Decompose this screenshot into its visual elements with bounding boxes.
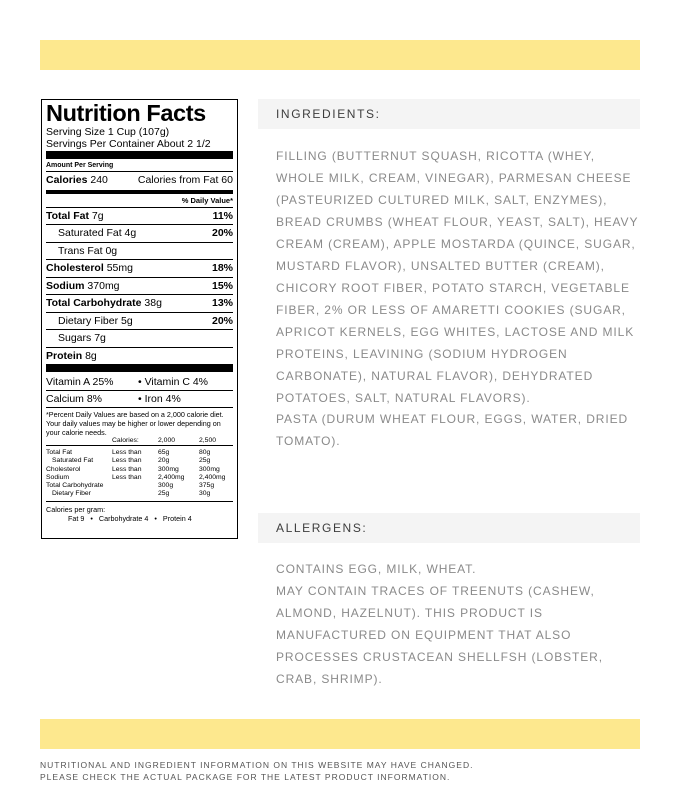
nutrient-row-cholesterol	[46, 259, 233, 277]
table-cell: Less than	[112, 473, 142, 481]
table-cell	[112, 490, 158, 498]
nutrient-row-total-carbohydrate	[46, 294, 233, 312]
table-cell: 300mg	[199, 465, 220, 473]
calories-label: Calories	[46, 174, 88, 186]
calcium: Calcium 8%	[46, 393, 103, 405]
nutrient-label: Dietary Fiber	[58, 314, 119, 327]
table-cell: Total Fat	[46, 449, 73, 457]
nutrient-label: Trans Fat	[58, 244, 103, 257]
mid-divider	[46, 190, 233, 194]
table-cell: Cholesterol	[46, 465, 81, 473]
nutrient-pct: 13%	[211, 297, 233, 309]
nutrient-pct: 15%	[211, 279, 233, 292]
nutrient-amount: 5g	[121, 314, 133, 327]
nutrient-amount: 4g	[124, 227, 137, 239]
table-cell: Less than	[112, 457, 142, 465]
table-cell: 375g	[199, 482, 215, 490]
ingredients-filling: FILLING (BUTTERNUT SQUASH, RICOTTA (WHEY, WHOLE MILK, CREAM, VINEGAR), PARMESAN CHEESE (PASTEURIZED CULTURED MILK, SALT, ENZYMES), BREAD CRUMBS (WHEAT FLOUR, YEAST, SALT), HEAVY CREAM (CREAM), APPLE MOSTARDA (QUINCE, SUGAR, MUSTARD FLAVOR), UNSALTED BUTTER (CREAM), CHICORY ROOT FIBER, POTATO STARCH, VEGETABLE FIBER, 2% OR LESS OF AMARETTI COOKIES (SUGAR, APRICOT KERNELS, EGG WHITES, LACTOSE AND MILK PROTEINS, LEAVINING (SODIUM HYDROGEN CARBONATE), NATURAL FLAVOR), DEHYDRATED POTATOES, SALT, NATURAL FLAVORS).	[276, 149, 639, 405]
table-row	[46, 437, 233, 446]
table-cell: Saturated Fat	[52, 457, 94, 465]
vitamin-row-2	[46, 390, 233, 407]
nutrient-row-trans-fat	[46, 242, 233, 260]
nutrition-facts-label	[41, 99, 238, 539]
table-cell: 80g	[199, 449, 211, 457]
vitamin-row-1	[46, 374, 233, 390]
bottom-accent-band	[40, 719, 640, 749]
nutrient-label: Protein	[46, 349, 83, 362]
table-row	[46, 490, 233, 498]
vitamin-a: Vitamin A 25%	[46, 376, 114, 388]
serving-size: Serving Size 1 Cup (107g)	[46, 126, 170, 138]
allergens-text	[276, 558, 640, 690]
nutrient-label: Total Fat	[46, 209, 89, 222]
ingredients-pasta: PASTA (DURUM WHEAT FLOUR, EGGS, WATER, DRIED TOMATO).	[276, 412, 629, 448]
nutrient-amount: 38g	[144, 297, 162, 309]
calories-value: 240	[90, 174, 108, 186]
nutrient-pct: 11%	[212, 209, 233, 222]
table-cell: Less than	[112, 449, 142, 457]
calories-per-gram-label: Calories per gram:	[46, 505, 106, 515]
table-row	[46, 474, 233, 482]
vitamin-c: • Vitamin C 4%	[138, 376, 209, 388]
table-cell: Sodium	[46, 473, 70, 481]
nutrient-row-protein	[46, 347, 233, 365]
nutrient-row-total-fat	[46, 207, 233, 225]
table-cell: Less than	[112, 465, 142, 473]
top-accent-band	[40, 40, 640, 70]
table-cell: 300mg	[158, 465, 179, 473]
thick-divider	[46, 364, 233, 372]
iron: • Iron 4%	[138, 393, 181, 405]
divider	[46, 501, 233, 502]
nutrient-label: Saturated Fat	[58, 227, 122, 239]
table-cell: 65g	[158, 449, 170, 457]
calories-per-gram-values: Fat 9 • Carbohydrate 4 • Protein 4	[68, 514, 192, 524]
table-cell: Dietary Fiber	[52, 490, 91, 498]
table-cell: 25g	[199, 457, 211, 465]
nutrient-pct: 20%	[211, 227, 233, 239]
table-cell: 300g	[158, 482, 174, 490]
table-cell: 2,400mg	[199, 473, 226, 481]
nutrient-label: Cholesterol	[46, 262, 104, 274]
table-cell: Total Carbohydrate	[46, 482, 104, 490]
nutrient-amount: 7g	[94, 332, 106, 344]
disclaimer-line-2: PLEASE CHECK THE ACTUAL PACKAGE FOR THE LATEST PRODUCT INFORMATION.	[40, 772, 451, 782]
divider	[46, 407, 233, 408]
daily-value-header: % Daily Value*	[181, 195, 233, 205]
nutrient-row-saturated-fat	[46, 224, 233, 242]
allergens-header	[258, 513, 640, 543]
nutrient-label: Sugars	[58, 332, 92, 344]
nutrient-row-dietary-fiber	[46, 312, 233, 330]
allergens-may-contain: MAY CONTAIN TRACES OF TREENUTS (CASHEW, ALMOND, HAZELNUT). THIS PRODUCT IS MANUFACTURED ON EQUIPMENT THAT ALSO PROCESSES CRUSTACEAN SHELLFSH (LOBSTER, CRAB, SHRIMP).	[276, 584, 603, 686]
table-cell: 2,000	[158, 437, 176, 444]
nutrient-label: Total Carbohydrate	[46, 297, 142, 309]
ingredients-heading: INGREDIENTS:	[276, 107, 381, 121]
calories-row	[46, 171, 233, 189]
calories-from-fat: Calories from Fat 60	[137, 174, 233, 186]
allergens-contains: CONTAINS EGG, MILK, WHEAT.	[276, 562, 477, 576]
table-cell: 25g	[158, 490, 170, 498]
daily-value-footnote: *Percent Daily Values are based on a 2,000 calorie diet. Your daily values may be higher or lower depending on your calorie needs.	[46, 410, 224, 437]
table-cell: 2,500	[199, 437, 217, 444]
nutrient-amount: 8g	[85, 349, 97, 362]
disclaimer	[40, 759, 473, 783]
table-row	[46, 457, 233, 465]
ingredients-header	[258, 99, 640, 129]
nutrient-pct: 20%	[211, 314, 233, 327]
nutrient-amount: 7g	[91, 209, 104, 222]
table-row	[46, 449, 233, 457]
nutrient-amount: 370mg	[87, 279, 120, 292]
nutrient-row-sugars	[46, 329, 233, 347]
nutrient-pct: 18%	[211, 262, 233, 274]
daily-value-table	[46, 437, 233, 498]
nutrition-facts-title: Nutrition Facts	[46, 100, 206, 126]
table-row	[46, 466, 233, 474]
nutrient-amount: 0g	[105, 244, 118, 257]
allergens-heading: ALLERGENS:	[276, 521, 368, 535]
nutrient-amount: 55mg	[106, 262, 133, 274]
thick-divider	[46, 151, 233, 159]
table-cell	[46, 437, 112, 446]
disclaimer-line-1: NUTRITIONAL AND INGREDIENT INFORMATION ON THIS WEBSITE MAY HAVE CHANGED.	[40, 760, 474, 770]
table-cell: 30g	[199, 490, 211, 498]
nutrient-row-sodium	[46, 277, 233, 295]
servings-per-container: Servings Per Container About 2 1/2	[46, 138, 211, 150]
table-cell: 2,400mg	[158, 473, 185, 481]
nutrient-label: Sodium	[46, 279, 85, 292]
table-cell: Calories:	[112, 437, 139, 444]
amount-per-serving: Amount Per Serving	[46, 162, 114, 169]
table-cell: 20g	[158, 457, 170, 465]
table-cell	[112, 482, 158, 490]
table-row	[46, 482, 233, 490]
